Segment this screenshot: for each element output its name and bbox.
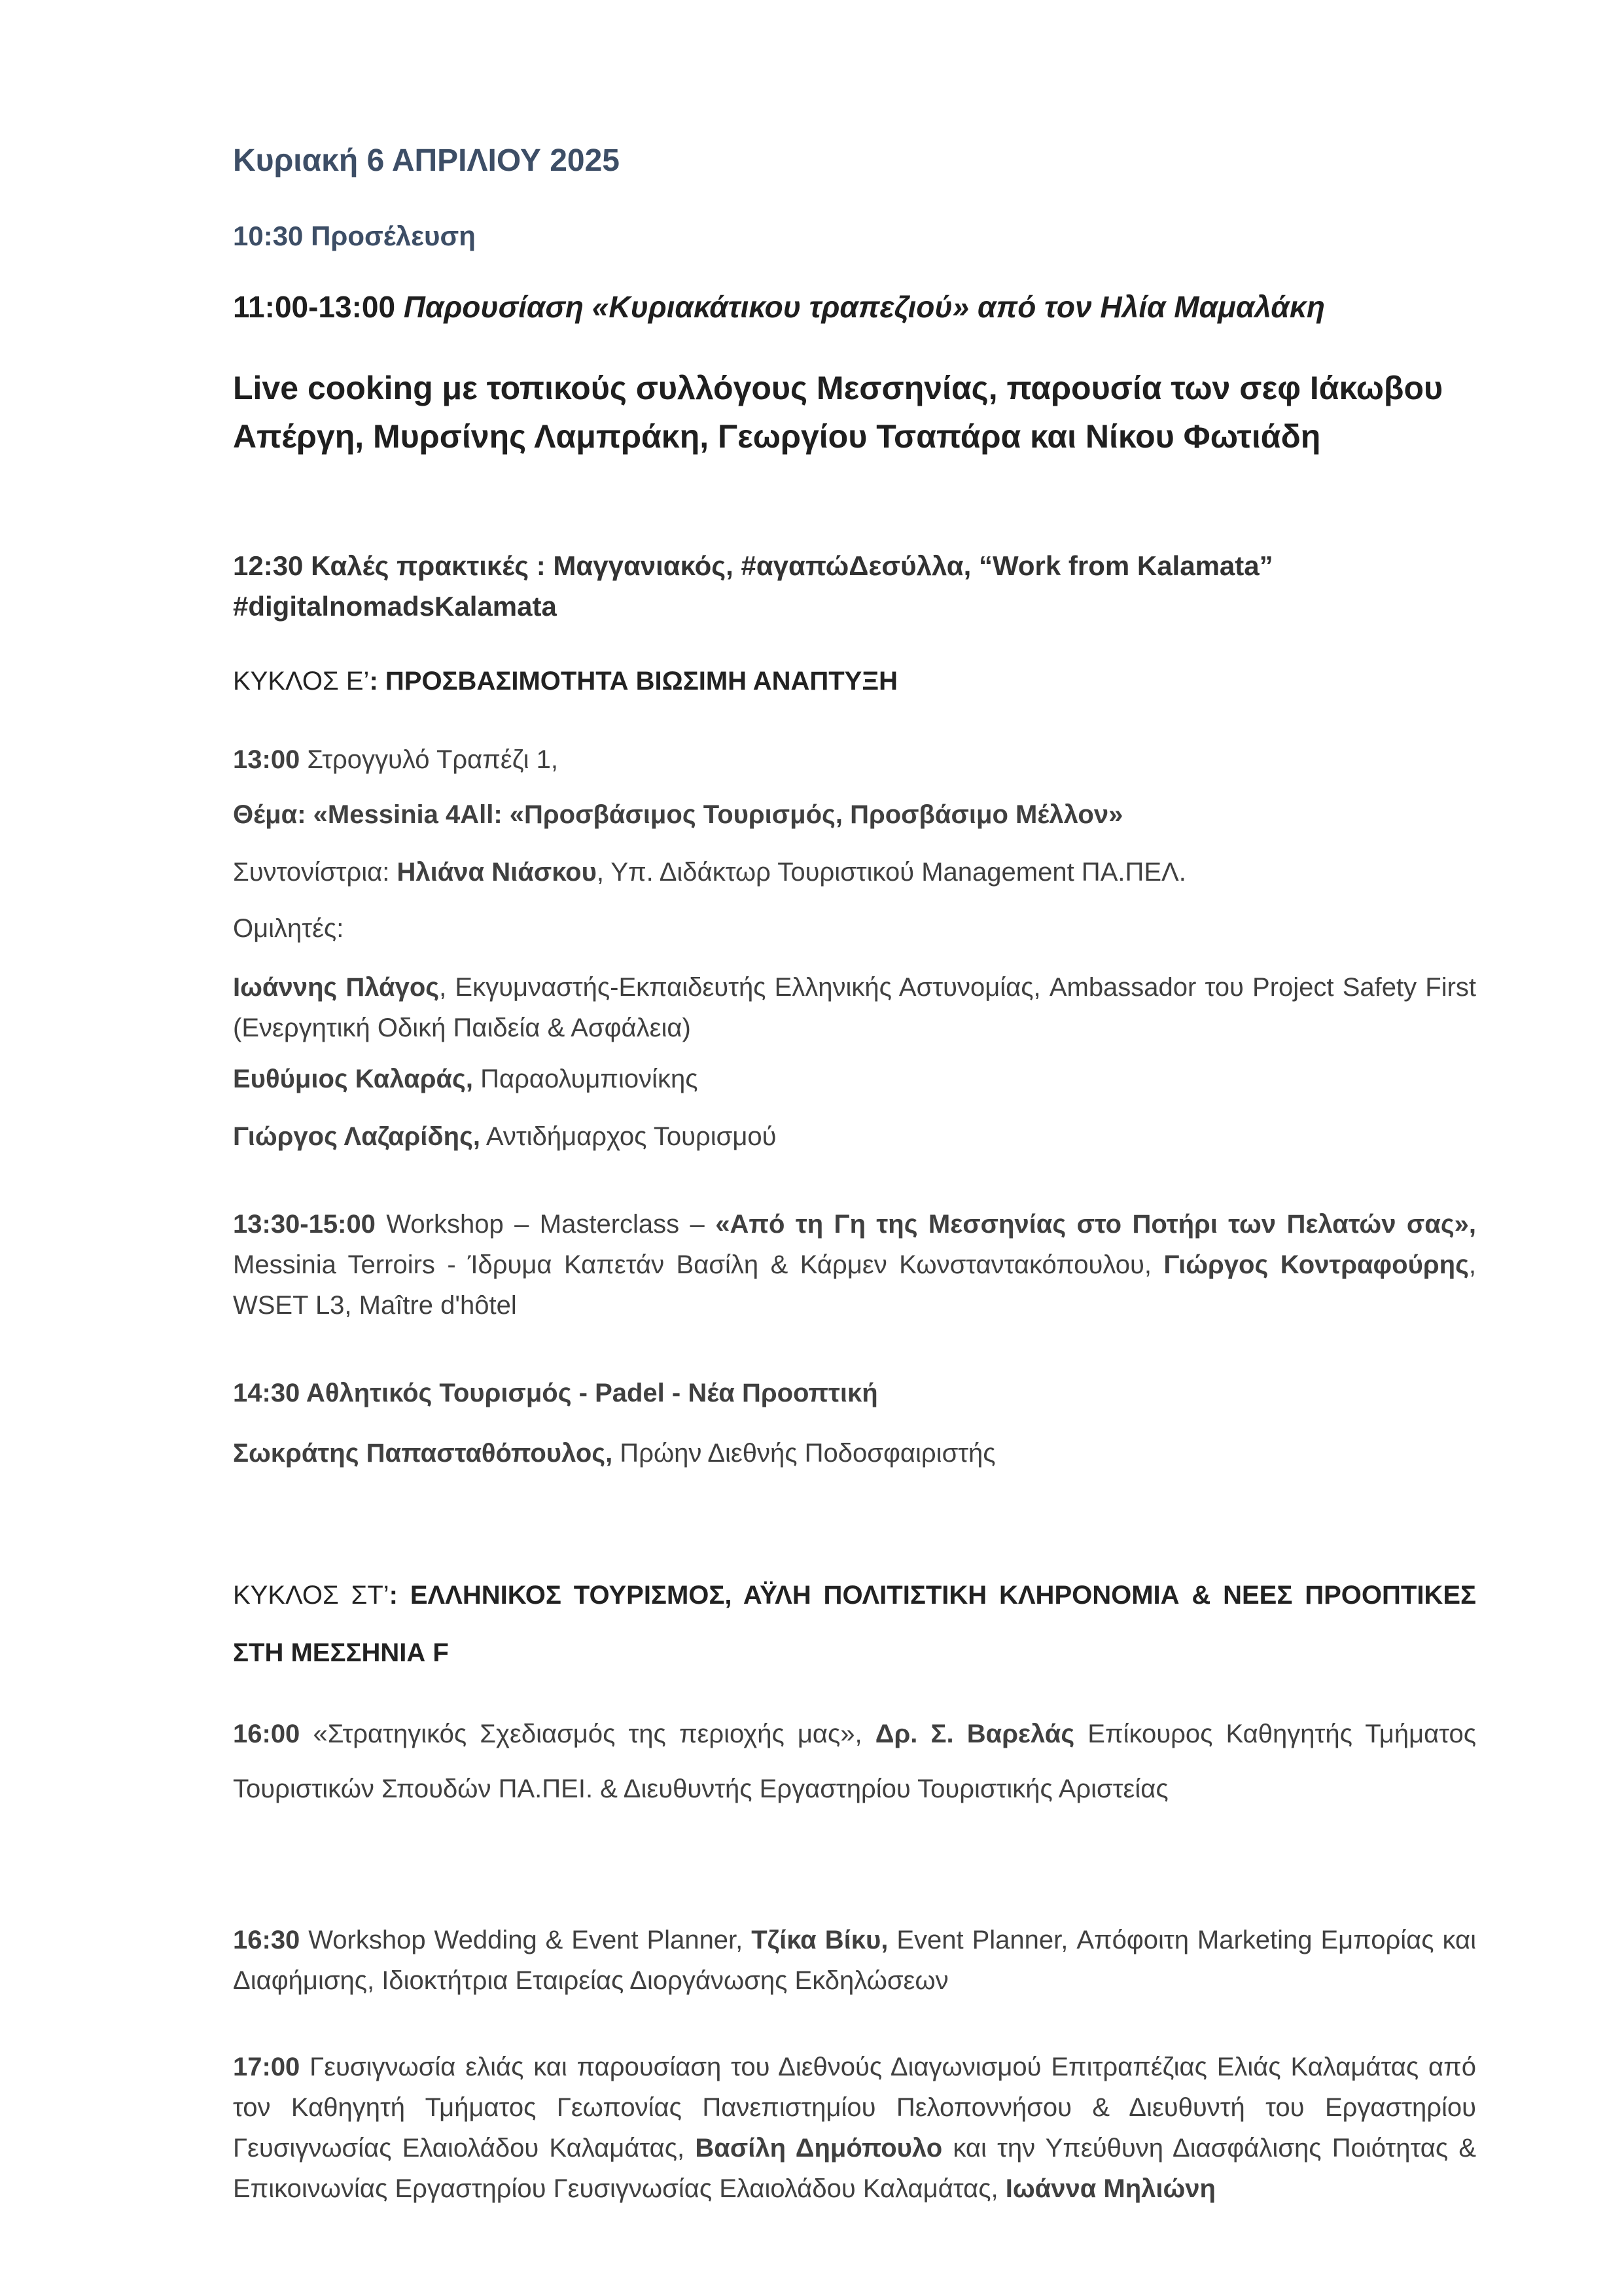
sports-speaker-role: Πρώην Διεθνής Ποδοσφαιριστής: [612, 1439, 996, 1468]
sports-heading: 14:30 Αθλητικός Τουρισμός - Padel - Νέα Προοπτική: [233, 1379, 878, 1407]
sports-speaker-name: Σωκράτης Παπασταθόπουλος,: [233, 1439, 613, 1468]
round-table-name: Στρογγυλό Τραπέζι 1,: [300, 745, 558, 774]
olive-time: 17:00: [233, 2053, 300, 2081]
workshop-wine-time: 13:30-15:00: [233, 1210, 376, 1239]
round-table-time: 13:00: [233, 745, 300, 774]
olive-speaker-1: Βασίλη Δημόπουλο: [695, 2134, 943, 2163]
wedding-role: Event Planner, Απόφοιτη Marketing Εμπορίας και Διαφήμισης, Ιδιοκτήτρια Εταιρείας Διοργάνωσης Εκδηλώσεων: [233, 1926, 1477, 1995]
speaker-item: [233, 967, 1476, 1048]
moderator-name: Ηλιάνα Νιάσκου: [397, 858, 597, 887]
workshop-wine-title: «Από τη Γη της Μεσσηνίας στο Ποτήρι των Πελατών σας»,: [715, 1210, 1476, 1239]
workshop-wine-credentials: , WSET L3, Maître d'hôtel: [233, 1250, 1476, 1320]
presentation-line: [233, 287, 1476, 327]
strategic-speaker: Δρ. Σ. Βαρελάς: [875, 1720, 1075, 1748]
wedding-time: 16:30: [233, 1926, 300, 1954]
workshop-wine-text: [233, 1204, 1476, 1326]
workshop-wine-presenter: Γιώργος Κοντραφούρης: [1163, 1250, 1469, 1279]
round-table-line: [233, 739, 1476, 780]
speaker-role: , Εκγυμναστής-Εκπαιδευτής Ελληνικής Αστυνομίας, Ambassador του Project Safety First (Ενεργητική Οδική Παιδεία & Ασφάλεια): [233, 973, 1477, 1042]
moderator-prefix: Συντονίστρια:: [233, 858, 397, 887]
cycle-e-heading: [233, 661, 1476, 701]
strategic-role: Επίκουρος Καθηγητής Τμήματος Τουριστικών Σπουδών ΠΑ.ΠΕΙ. & Διευθυντής Εργαστηρίου Τουριστικής Αριστείας: [233, 1720, 1477, 1803]
speaker-name: Ευθύμιος Καλαράς,: [233, 1065, 473, 1093]
speaker-name: Ιωάννης Πλάγος: [233, 973, 440, 1002]
speaker-role: Αντιδήμαρχος Τουρισμού: [480, 1122, 777, 1151]
cycle-st-heading: [233, 1566, 1476, 1682]
olive-speaker-2: Ιωάννα Μηλιώνη: [1005, 2174, 1216, 2203]
speaker-item: [233, 1059, 1476, 1099]
cycle-st-label: ΚΥΚΛΟΣ ΣΤ’: [233, 1581, 389, 1610]
wedding-title: Workshop Wedding & Event Planner,: [300, 1926, 752, 1954]
wedding-speaker: Τζίκα Βίκυ,: [751, 1926, 889, 1954]
cycle-e-label: ΚΥΚΛΟΣ Ε’: [233, 667, 370, 696]
olive-text-2: και την Υπεύθυνη Διασφάλισης Ποιότητας & Επικοινωνίας Εργαστηρίου Γευσιγνωσίας Ελαιολάδου Καλαμάτας,: [233, 2134, 1476, 2203]
cycle-e-title: : ΠΡΟΣΒΑΣΙΜΟΤΗΤΑ ΒΙΩΣΙΜΗ ΑΝΑΠΤΥΞΗ: [369, 667, 898, 696]
workshop-wine-org: Messinia Terroirs - Ίδρυμα Καπετάν Βασίλη & Κάρμεν Κωνσταντακόπουλου,: [233, 1250, 1164, 1279]
wedding-text: [233, 1920, 1476, 2001]
presentation-text: Παρουσίαση «Κυριακάτικου τραπεζιού» από τον Ηλία Μαμαλάκη: [403, 290, 1325, 324]
good-practices-text: 12:30 Καλές πρακτικές : Μαγγανιακός, #αγαπώΔεσύλλα, “Work from Kalamata” #digitalnomadsKalamata: [233, 550, 1273, 622]
olive-tasting-text: [233, 2047, 1476, 2209]
speaker-item: [233, 1116, 1476, 1157]
moderator-role: , Υπ. Διδάκτωρ Τουριστικού Management ΠΑ.ΠΕΛ.: [596, 858, 1186, 887]
speakers-label: Ομιλητές:: [233, 914, 344, 943]
round-table-theme: Θέμα: «Messinia 4All: «Προσβάσιμος Τουρισμός, Προσβάσιμο Μέλλον»: [233, 800, 1123, 829]
workshop-wine-intro: Workshop – Masterclass –: [375, 1210, 716, 1239]
speaker-name: Γιώργος Λαζαρίδης,: [233, 1122, 481, 1151]
strategic-time: 16:00: [233, 1720, 300, 1748]
olive-text-1: Γευσιγνωσία ελιάς και παρουσίαση του Διεθνούς Διαγωνισμού Επιτραπέζιας Ελιάς Καλαμάτας από τον Καθηγητή Τμήματος Γεωπονίας Πανεπιστημίου Πελοποννήσου & Διευθυντή του Εργαστηρίου Γευσιγνωσίας Ελαιολάδου Καλαμάτας,: [233, 2053, 1476, 2163]
presentation-time: 11:00-13:00: [233, 290, 396, 324]
arrival-line: 10:30 Προσέλευση: [233, 221, 476, 251]
live-cooking-text: Live cooking με τοπικούς συλλόγους Μεσσηνίας, παρουσία των σεφ Ιάκωβου Απέργη, Μυρσίνης Λαμπράκη, Γεωργίου Τσαπάρα και Νίκου Φωτιάδη: [233, 370, 1443, 455]
cycle-st-title: : ΕΛΛΗΝΙΚΟΣ ΤΟΥΡΙΣΜΟΣ, ΑΫΛΗ ΠΟΛΙΤΙΣΤΙΚΗ ΚΛΗΡΟΝΟΜΙΑ & ΝΕΕΣ ΠΡΟΟΠΤΙΚΕΣ ΣΤΗ ΜΕΣΣΗΝΙΑ F: [233, 1581, 1477, 1667]
strategic-text: [233, 1706, 1476, 1816]
moderator-line: [233, 852, 1476, 892]
sports-speaker: [233, 1433, 1476, 1474]
strategic-title: «Στρατηγικός Σχεδιασμός της περιοχής μας»,: [300, 1720, 875, 1748]
date-heading: Κυριακή 6 ΑΠΡΙΛΙΟΥ 2025: [233, 143, 620, 178]
speaker-role: Παραολυμπιονίκης: [472, 1065, 698, 1093]
